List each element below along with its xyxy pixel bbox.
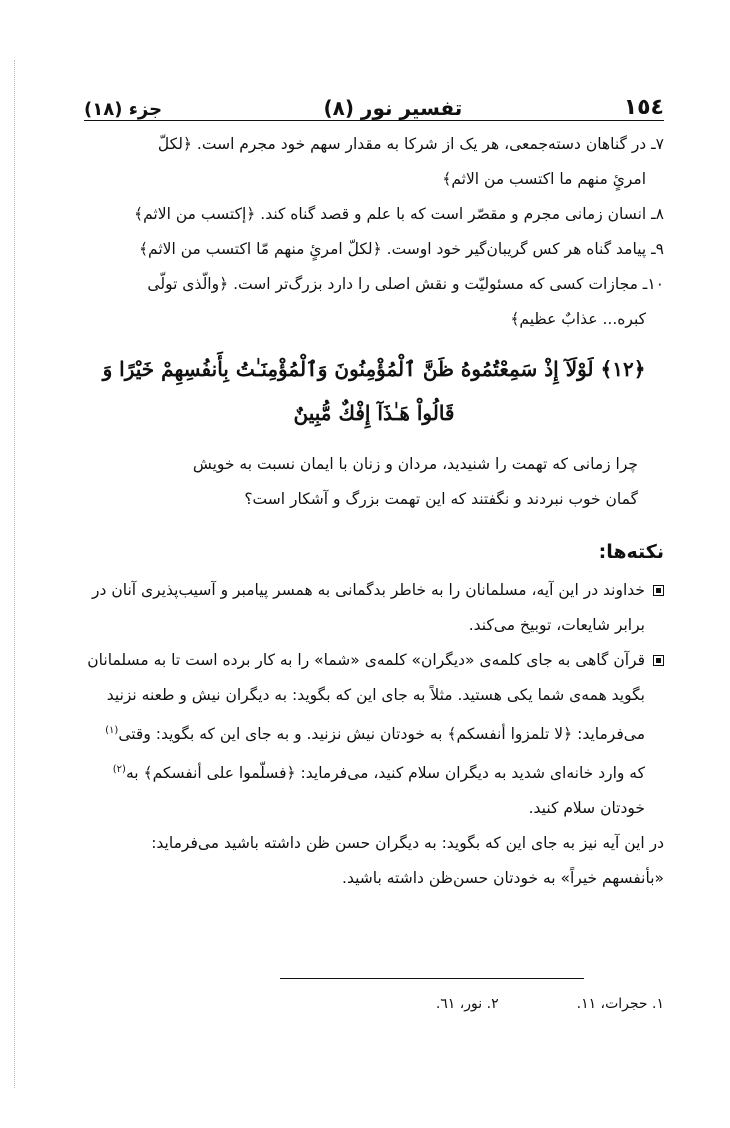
- note-item: [84, 573, 664, 643]
- footnote-1: ١. حجرات، ١١.: [576, 996, 664, 1012]
- points-list: [84, 127, 664, 337]
- page-number: ١٥٤: [623, 95, 664, 120]
- point-line: کبره... عذابٌ عظیم﴾: [510, 310, 646, 328]
- point-line: ٧ـ در گناهان دسته‌جمعی، هر یک از شرکا به مقدار سهم خود مجرم است. ﴿لکلّ: [157, 135, 664, 153]
- translation-line: گمان خوب نبردند و نگفتند که این تهمت بزرگ و آشکار است؟: [244, 490, 638, 508]
- note-line: خداوند در این آیه، مسلمانان را به خاطر بدگمانی به همسر پیامبر و آسیب‌پذیری آنان در: [92, 581, 645, 599]
- note-line-text: می‌فرماید: ﴿لا تلمزوا أنفسکم﴾ به خودتان نیش نزنید. و به جای این که بگوید: وقتی: [118, 725, 645, 744]
- note-line-text: که وارد خانه‌ای شدید به دیگران سلام کنید، می‌فرماید: ﴿فسلّموا علی أنفسکم﴾ به: [125, 764, 645, 783]
- notes-section: [84, 573, 664, 896]
- note-item: [84, 643, 664, 826]
- square-bullet-icon: [653, 585, 664, 596]
- note-line: خودتان سلام کنید.: [528, 799, 645, 818]
- footnote-ref: (٢): [112, 764, 126, 776]
- square-bullet-icon: [653, 655, 664, 666]
- footnote-ref: (١): [105, 725, 119, 736]
- note-line: «بأنفسهم خیراً» به خودتان حسن‌ظن داشته باشید.: [342, 869, 664, 888]
- verse-line: قَالُواْ هَـٰذَآ إِفْكٌ مُّبِينٌ: [293, 401, 455, 425]
- juz-label: جزء (١٨): [84, 99, 163, 120]
- note-line: [84, 713, 645, 752]
- plain-note: [84, 826, 664, 896]
- notes-heading: نکته‌ها:: [598, 541, 664, 563]
- note-line: بگوید همه‌ی شما یکی هستید. مثلاً به جای این که بگوید: به دیگران نیش و طعنه نزنید: [106, 686, 645, 704]
- footnotes: [84, 996, 664, 1012]
- note-line: در این آیه نیز به جای این که بگوید: به دیگران حسن ظن داشته باشید می‌فرماید:: [151, 834, 664, 853]
- book-title: تفسیر نور (٨): [323, 96, 463, 120]
- footnote-2: ٢. نور، ٦١.: [435, 996, 499, 1012]
- note-line: برابر شایعات، توبیخ می‌کند.: [468, 616, 645, 634]
- point-line: امرئٍ منهم ما اکتسب من الاثم﴾: [442, 170, 646, 188]
- page-body: [84, 84, 664, 896]
- page-edge-dots: [14, 60, 15, 1088]
- quran-verse: [84, 347, 664, 435]
- note-line: [84, 752, 645, 791]
- running-header: [84, 84, 664, 121]
- point-line: ٩ـ پیامد گناه هر کس گریبان‌گیر خود اوست. ﴿لکلّ امرئٍ منهم مّا اکتسب من الاثم﴾: [138, 240, 664, 258]
- translation-line: چرا زمانی که تهمت را شنیدید، مردان و زنان با ایمان نسبت به خویش: [192, 455, 638, 473]
- note-line: قرآن گاهی به جای کلمه‌ی «دیگران» کلمه‌ی «شما» را به کار برده است تا به مسلمانان: [87, 651, 645, 669]
- point-line: ١٠ـ مجازات کسی که مسئولیّت و نقش اصلی را دارد بزرگ‌تر است. ﴿والّذی تولّی: [147, 275, 664, 293]
- verse-translation: [84, 447, 664, 517]
- verse-line: ﴿١٢﴾ لَوْلَآ إِذْ سَمِعْتُمُوهُ ظَنَّ ٱلْمُؤْمِنُونَ وَٱلْمُؤْمِنَـٰتُ بِأَنفُسِهِمْ خَيْرًا وَ: [102, 357, 646, 381]
- point-line: ٨ـ انسان زمانی مجرم و مقصّر است که با علم و قصد گناه کند. ﴿إکتسب من الاثم﴾: [134, 205, 664, 223]
- footnote-divider: [280, 978, 584, 979]
